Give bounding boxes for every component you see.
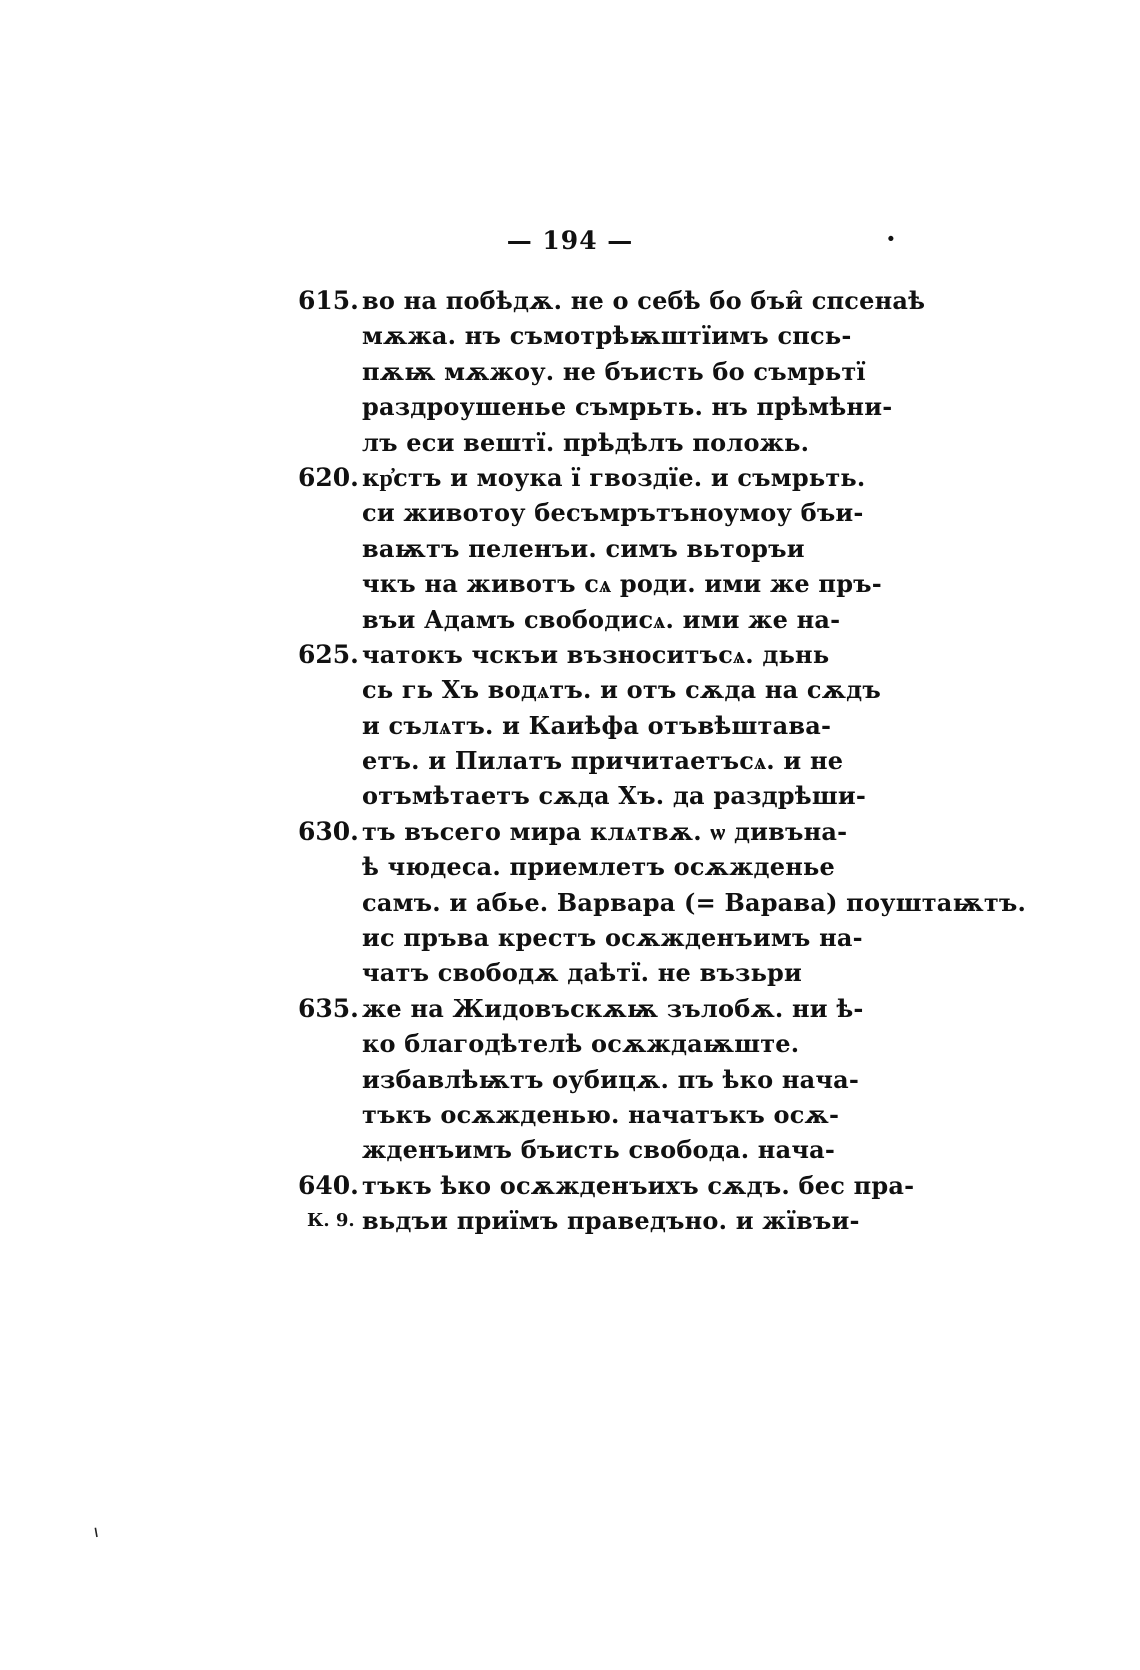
text-line (0, 531, 1140, 566)
text-line (0, 1026, 1140, 1061)
line-text: ваѭтъ пеленъи. симъ вьторъи (362, 533, 805, 563)
text-line (0, 778, 1140, 813)
text-line (0, 1168, 1140, 1203)
line-text: чатокъ чскъи възноситъсѧ. дьнь (362, 639, 830, 669)
line-text: во на побѣдѫ. не о себѣ бо бъи̑ спсенаѣ (362, 286, 926, 315)
text-line (0, 318, 1140, 353)
text-line (0, 460, 1140, 495)
page-number: — 194 — (506, 226, 634, 255)
line-text: мѫжа. нъ съмотрѣѭштїимъ спсь- (362, 321, 852, 351)
line-text: пѫѭ мѫжоу. не бъисть бо съмрьтї (362, 356, 866, 386)
text-line (0, 1062, 1140, 1097)
line-text: жденъимъ бъисть свобода. нача- (362, 1135, 836, 1165)
text-line (0, 425, 1140, 460)
line-number: К. 9. (307, 1210, 355, 1232)
line-text: чатъ свободѫ даѣтї. не възьри (362, 958, 803, 988)
text-line (0, 672, 1140, 707)
text-line (0, 354, 1140, 389)
text-line (0, 1132, 1140, 1167)
line-number: 630. (298, 816, 359, 846)
line-number: 635. (298, 993, 359, 1023)
text-line (0, 1203, 1140, 1238)
text-line (0, 920, 1140, 955)
line-text: тъ въсего мира клѧтвѫ. ѡ дивъна- (362, 816, 848, 846)
text-line (0, 708, 1140, 743)
line-text: лъ еси вештї. прѣдѣлъ положь. (362, 427, 810, 457)
text-line (0, 885, 1140, 920)
line-text: чкъ на животъ сѧ роди. ими же пръ- (362, 569, 882, 599)
text-line (0, 991, 1140, 1026)
line-text: си животоу бесъмрътъноумоу бъи- (362, 498, 864, 528)
line-text: кр҆стъ и моука ї гвоздїе. и съмрьть. (362, 462, 866, 492)
text-line (0, 566, 1140, 601)
text-line (0, 602, 1140, 637)
line-text: избавлѣѭтъ оубицѫ. пъ ѣко нача- (362, 1064, 860, 1094)
text-line (0, 389, 1140, 424)
line-text: раздроушенье съмрьть. нъ прѣмѣни- (362, 392, 893, 422)
text-line (0, 814, 1140, 849)
line-text: же на Жидовъскѫѭ зълобѫ. ни ѣ- (362, 993, 864, 1023)
line-text: ис пръва крестъ осѫжденъимъ на- (362, 923, 863, 953)
line-text: самъ. и абье. Варвара (= Варава) поуштаѭтъ. (362, 887, 1027, 917)
line-text: отъмѣтаетъ сѫда Хъ. да раздрѣши- (362, 781, 866, 811)
text-block (0, 283, 1140, 1239)
line-text: тъкъ осѫжденью. начатъкъ осѫ- (362, 1099, 840, 1129)
text-line (0, 283, 1140, 318)
text-line (0, 637, 1140, 672)
text-line (0, 955, 1140, 990)
line-number: 620. (298, 462, 359, 492)
line-text: тъкъ ѣко осѫжденъихъ сѫдъ. бес пра- (362, 1170, 915, 1200)
line-text: ко благодѣтелѣ осѫждаѭште. (362, 1029, 800, 1059)
line-text: и сълѧтъ. и Каиѣфа отъвѣштава- (362, 710, 832, 740)
margin-mark: ⸜ (88, 1518, 108, 1541)
line-number: 615. (298, 286, 359, 315)
line-text: етъ. и Пилатъ причитаетъсѧ. и не (362, 746, 844, 776)
text-line (0, 849, 1140, 884)
text-line (0, 1097, 1140, 1132)
line-number: 640. (298, 1170, 359, 1200)
line-text: вьдъи приїмъ праведъно. и жївъи- (362, 1206, 860, 1236)
line-text: ѣ чюдеса. приемлетъ осѫжденье (362, 852, 835, 882)
line-text: сь гь Хъ водѧтъ. и отъ сѫда на сѫдъ (362, 675, 881, 705)
text-line (0, 743, 1140, 778)
line-text: въи Адамъ свободисѧ. ими же на- (362, 604, 841, 634)
text-line (0, 495, 1140, 530)
header-dot: · (886, 222, 896, 255)
line-number: 625. (298, 639, 359, 669)
